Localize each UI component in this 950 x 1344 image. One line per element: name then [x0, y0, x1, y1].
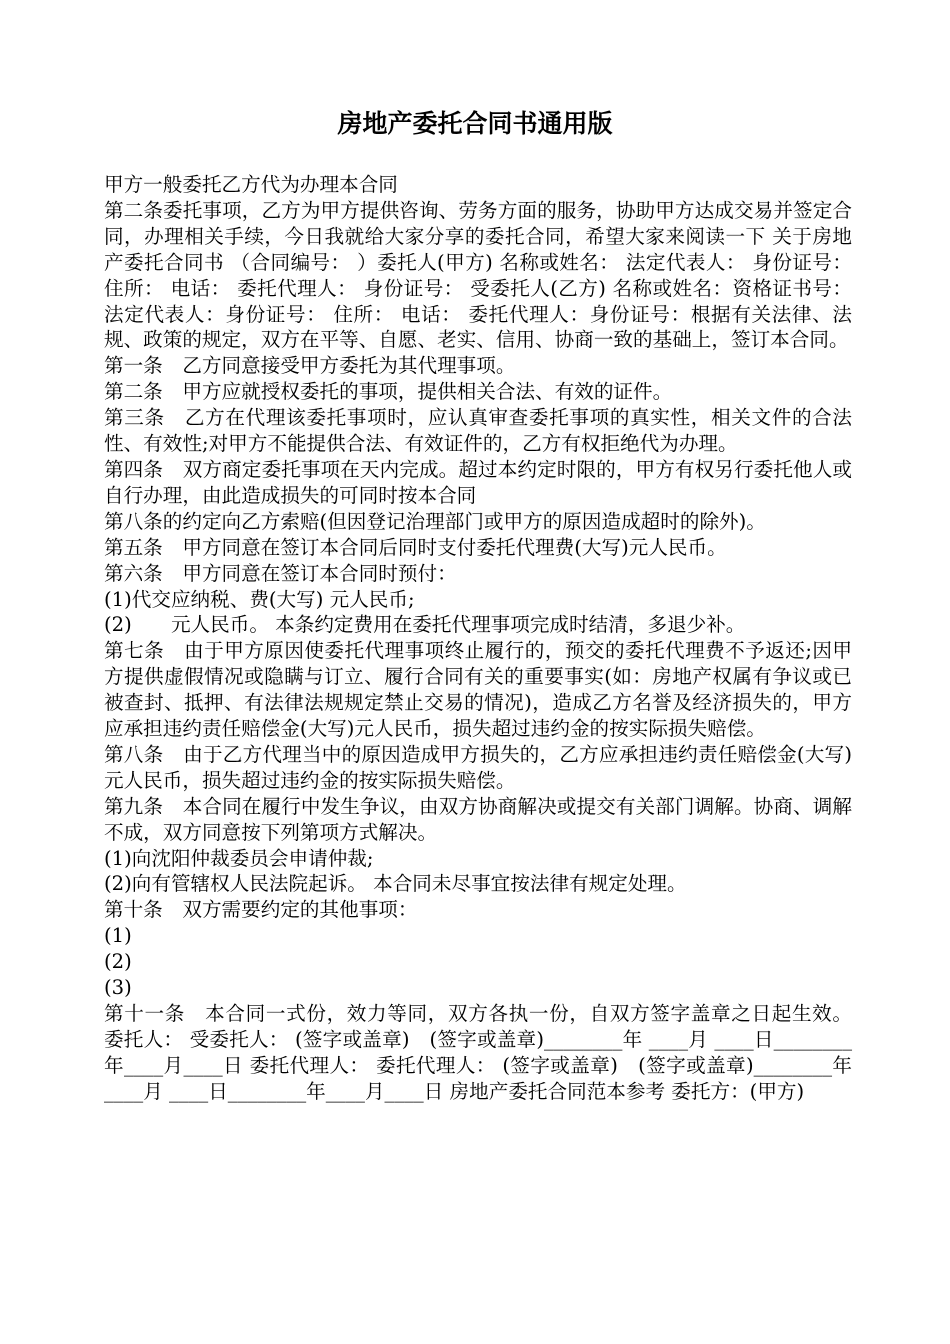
paragraph: 第九条 本合同在履行中发生争议，由双方协商解决或提交有关部门调解。协商、调解不成，双方同意按下列第项方式解决。: [104, 794, 852, 844]
document-body: [104, 172, 852, 1105]
document-title: 房地产委托合同书通用版: [337, 109, 613, 138]
paragraph: 第十条 双方需要约定的其他事项：: [104, 898, 418, 922]
paragraph: 第一条 乙方同意接受甲方委托为其代理事项。: [104, 354, 516, 378]
paragraph: (2): [104, 950, 132, 974]
paragraph: 第二条委托事项，乙方为甲方提供咨询、劳务方面的服务，协助甲方达成交易并签定合同，办理相关手续，今日我就给大家分享的委托合同，希望大家来阅读一下 关于房地产委托合同书 （合同编号： ）委托人(甲方) 名称或姓名： 法定代表人： 身份证号： 住所： 电话： 委托代理人： 身份证号： 受委托人(乙方) 名称或姓名：资格证书号：法定代表人：身份证号： 住所： 电话： 委托代理人：身份证号：根据有关法律、法规、政策的规定，双方在平等、自愿、老实、信用、协商一致的基础上，签订本合同。: [104, 198, 852, 352]
paragraph: 甲方一般委托乙方代为办理本合同: [104, 173, 398, 196]
paragraph: (2)向有管辖权人民法院起诉。 本合同未尽事宜按法律有规定处理。: [104, 872, 687, 896]
paragraph: 第二条 甲方应就授权委托的事项，提供相关合法、有效的证件。: [104, 380, 673, 404]
paragraph: 第三条 乙方在代理该委托事项时，应认真审查委托事项的真实性，相关文件的合法性、有效性;对甲方不能提供合法、有效证件的，乙方有权拒绝代为办理。: [104, 406, 852, 456]
paragraph: (1)代交应纳税、费(大写) 元人民币;: [104, 587, 415, 611]
paragraph: (1): [104, 924, 132, 948]
paragraph: 第五条 甲方同意在签订本合同后同时支付委托代理费(大写)元人民币。: [104, 535, 727, 559]
paragraph: 第六条 甲方同意在签订本合同时预付：: [104, 561, 457, 585]
paragraph: 第七条 由于甲方原因使委托代理事项终止履行的，预交的委托代理费不予返还;因甲方提供虚假情况或隐瞒与订立、履行合同有关的重要事实(如：房地产权属有争议或已被查封、抵押、有法律法规规定禁止交易的情况)，造成乙方名誉及经济损失的，甲方应承担违约责任赔偿金(大写)元人民币，损失超过违约金的按实际损失赔偿。: [104, 639, 852, 741]
paragraph: 第八条的约定向乙方索赔(但因登记治理部门或甲方的原因造成超时的除外)。: [104, 509, 766, 533]
paragraph: 第四条 双方商定委托事项在天内完成。超过本约定时限的，甲方有权另行委托他人或自行办理，由此造成损失的可同时按本合同: [104, 457, 852, 507]
paragraph: (3): [104, 976, 132, 1000]
paragraph: (2) 元人民币。 本条约定费用在委托代理事项完成时结清，多退少补。: [104, 613, 746, 637]
paragraph: (1)向沈阳仲裁委员会申请仲裁;: [104, 846, 374, 870]
paragraph: 第八条 由于乙方代理当中的原因造成甲方损失的，乙方应承担违约责任赔偿金(大写)元人民币，损失超过违约金的按实际损失赔偿。: [104, 742, 852, 792]
paragraph: 第十一条 本合同一式份，效力等同，双方各执一份，自双方签字盖章之日起生效。 委托人： 受委托人： (签字或盖章) (签字或盖章)________年 ____月 ____日________年____月____日 委托代理人： 委托代理人： (签字或盖章) (签字或盖章)________年 ____月 ____日________年____月____日 房地产委托合同范本参考 委托方：(甲方): [104, 1002, 852, 1103]
